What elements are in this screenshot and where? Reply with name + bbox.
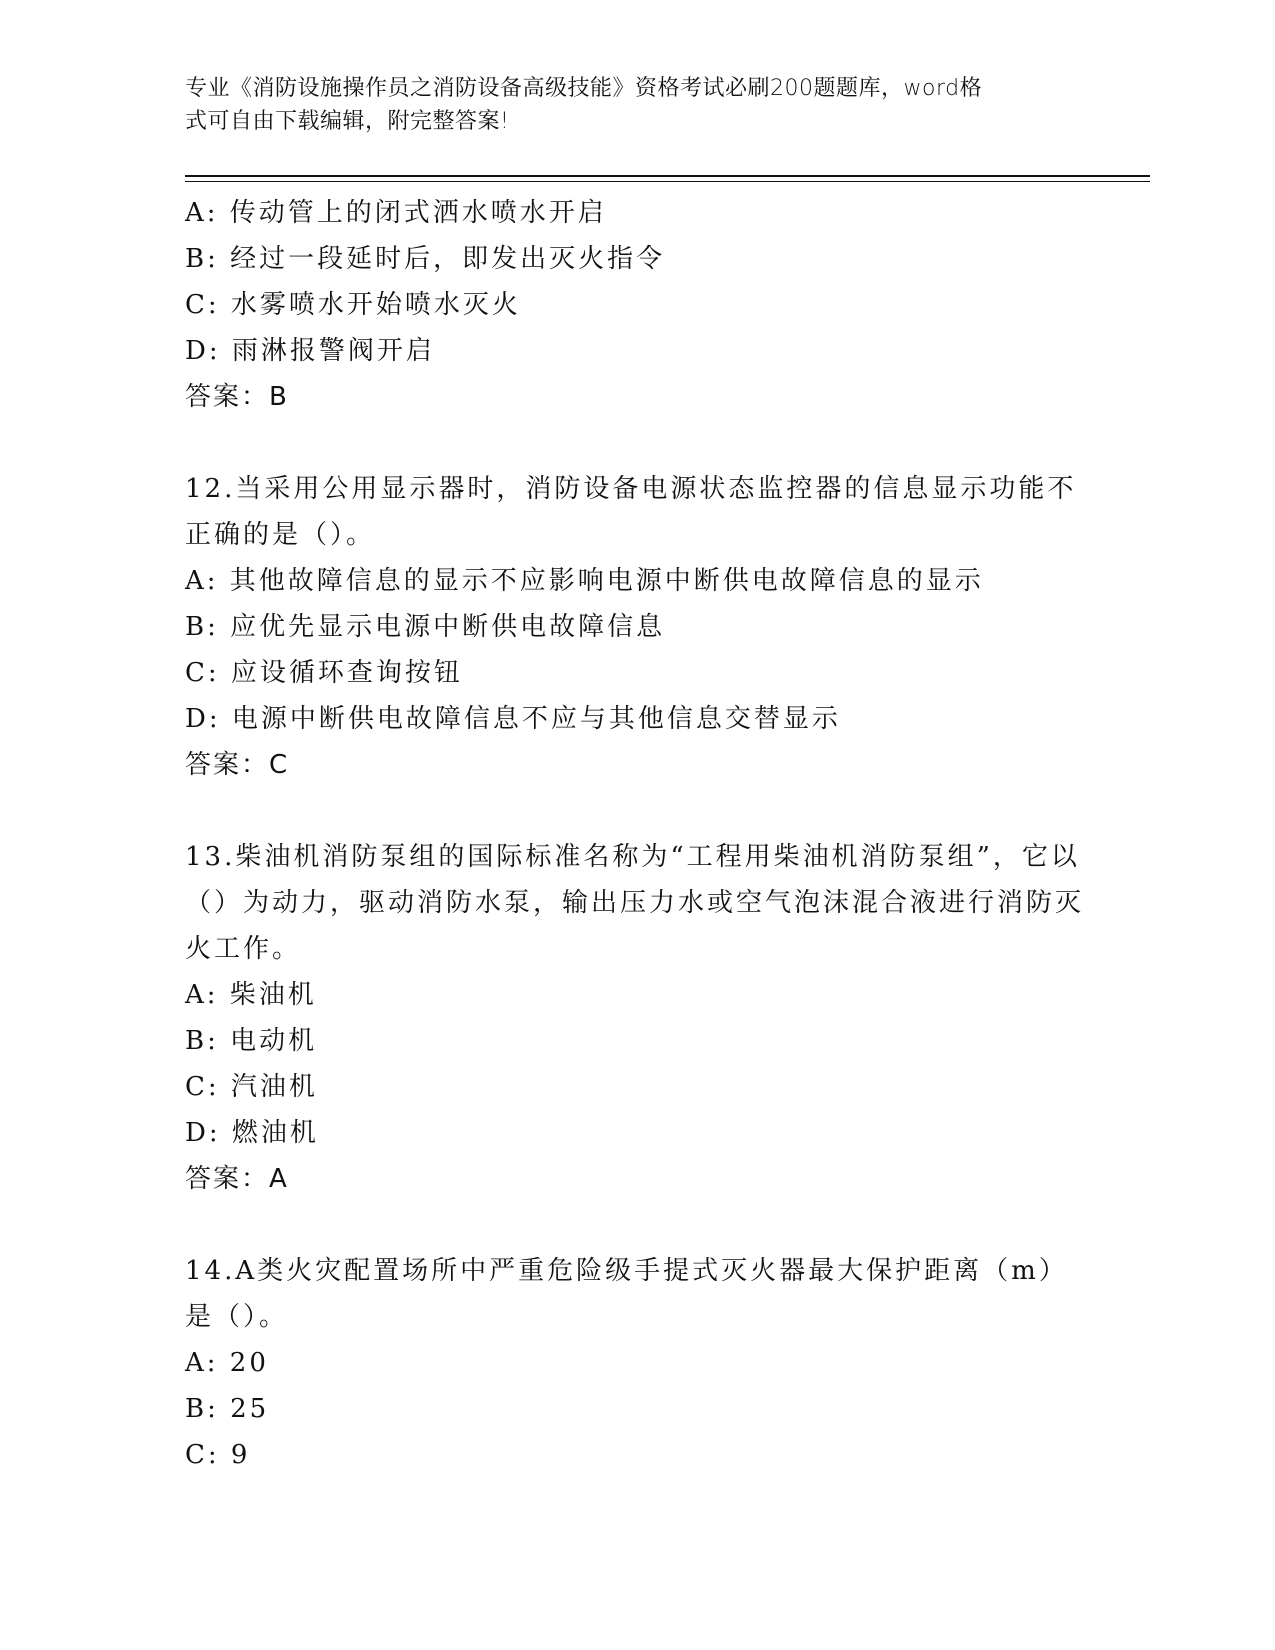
question-text: 14.A类火灾配置场所中严重危险级手提式灭火器最大保护距离（m）是（）。 xyxy=(185,1256,1068,1332)
option-d: D: 燃油机 xyxy=(185,1118,319,1148)
option-d: D: 雨淋报警阀开启 xyxy=(185,336,435,366)
question-content xyxy=(185,190,1085,1524)
question-text: 13.柴油机消防泵组的国际标准名称为“工程用柴油机消防泵组”，它以（）为动力，驱动消防水泵，输出压力水或空气泡沫混合液进行消防灭火工作。 xyxy=(185,842,1085,964)
header-divider-thick xyxy=(185,175,1150,177)
option-a: A: 柴油机 xyxy=(185,980,317,1010)
option-d: D: 电源中断供电故障信息不应与其他信息交替显示 xyxy=(185,704,841,734)
option-c: C: 应设循环查询按钮 xyxy=(185,658,463,688)
question-11-continued xyxy=(185,190,1085,420)
answer-line: 答案：B xyxy=(185,382,289,412)
option-b: B: 25 xyxy=(185,1394,270,1424)
option-b: B: 电动机 xyxy=(185,1026,318,1056)
option-a: A: 其他故障信息的显示不应影响电源中断供电故障信息的显示 xyxy=(185,566,984,596)
option-c: C: 汽油机 xyxy=(185,1072,318,1102)
question-text: 12.当采用公用显示器时，消防设备电源状态监控器的信息显示功能不正确的是（）。 xyxy=(185,474,1077,550)
question-14 xyxy=(185,1248,1085,1478)
header-line-2: 式可自由下载编辑，附完整答案! xyxy=(185,109,510,134)
option-a: A: 20 xyxy=(185,1348,269,1378)
option-b: B: 经过一段延时后，即发出灭火指令 xyxy=(185,244,666,274)
option-a: A: 传动管上的闭式洒水喷水开启 xyxy=(185,198,607,228)
question-12 xyxy=(185,466,1085,788)
document-header xyxy=(185,72,1065,138)
option-b: B: 应优先显示电源中断供电故障信息 xyxy=(185,612,666,642)
answer-line: 答案：C xyxy=(185,750,290,780)
option-c: C: 水雾喷水开始喷水灭火 xyxy=(185,290,521,320)
header-line-1: 专业《消防设施操作员之消防设备高级技能》资格考试必刷200题题库，word格 xyxy=(185,76,983,101)
header-divider-thin xyxy=(185,181,1150,182)
answer-line: 答案：A xyxy=(185,1164,289,1194)
question-13 xyxy=(185,834,1085,1202)
option-c: C: 9 xyxy=(185,1440,251,1470)
